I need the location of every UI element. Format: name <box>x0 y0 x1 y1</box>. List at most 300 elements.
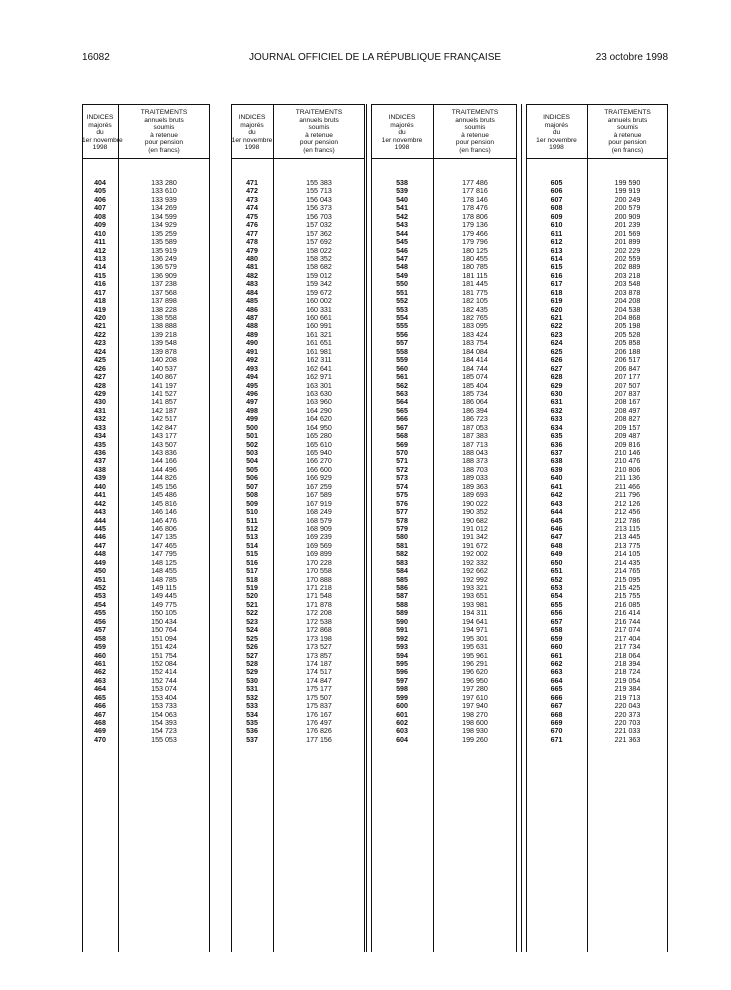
table-row <box>82 272 210 280</box>
index-cell: 440 <box>94 482 106 491</box>
index-cell: 620 <box>550 305 563 314</box>
salary-cell: 163 960 <box>306 398 332 407</box>
salary-cell: 162 641 <box>306 364 332 373</box>
table-rule <box>231 158 365 159</box>
index-cell: 489 <box>246 330 258 339</box>
salary-cell: 179 136 <box>462 221 488 230</box>
table-row <box>231 559 365 567</box>
table-row <box>231 382 365 390</box>
index-cell: 462 <box>94 668 106 677</box>
index-cell: 492 <box>246 356 258 365</box>
salary-cell: 142 187 <box>151 406 177 415</box>
table-row <box>231 652 365 660</box>
salary-cell: 218 064 <box>614 651 641 660</box>
table-row <box>231 441 365 449</box>
index-cell: 655 <box>550 600 563 609</box>
table-row <box>526 533 668 541</box>
index-cell: 471 <box>246 179 258 187</box>
table-row <box>371 584 517 592</box>
salary-cell: 212 126 <box>614 499 641 508</box>
salary-cell: 198 270 <box>462 710 488 719</box>
table-row <box>526 711 668 719</box>
table-row <box>82 322 210 330</box>
index-cell: 523 <box>246 617 258 626</box>
header-line: majorés <box>544 121 569 129</box>
index-cell: 665 <box>550 685 563 694</box>
table-row <box>82 677 210 685</box>
table-row <box>231 365 365 373</box>
index-cell: 504 <box>246 457 258 466</box>
table-row <box>526 517 668 525</box>
index-cell: 557 <box>396 339 408 348</box>
index-cell: 439 <box>94 474 106 483</box>
index-cell: 612 <box>550 238 563 247</box>
salary-cell: 148 785 <box>151 575 177 584</box>
index-cell: 634 <box>550 423 563 432</box>
salary-cell: 187 713 <box>462 440 488 449</box>
table-row <box>371 711 517 719</box>
salary-cell: 178 806 <box>462 212 488 221</box>
salary-cell: 182 435 <box>462 305 488 314</box>
salary-cell: 161 651 <box>306 339 332 348</box>
index-cell: 469 <box>94 727 106 736</box>
salary-cell: 198 930 <box>462 727 488 736</box>
salary-cell: 207 507 <box>614 381 641 390</box>
header-line: pour pension <box>299 139 339 147</box>
salary-cell: 205 198 <box>614 322 641 331</box>
table-rule <box>371 104 517 105</box>
salary-cell: 175 507 <box>306 693 332 702</box>
table-row <box>82 601 210 609</box>
index-cell: 419 <box>94 305 106 314</box>
index-cell: 570 <box>396 449 408 457</box>
index-cell: 537 <box>246 735 258 744</box>
table-row <box>82 331 210 339</box>
salary-cell: 139 878 <box>151 347 177 356</box>
table-row <box>526 382 668 390</box>
table-row <box>526 525 668 533</box>
salary-cell: 214 765 <box>614 567 641 576</box>
index-cell: 589 <box>396 609 408 618</box>
index-cell: 405 <box>94 187 106 196</box>
table-panel <box>231 104 365 952</box>
table-rule <box>521 104 522 952</box>
table-row <box>526 694 668 702</box>
index-cell: 657 <box>550 617 563 626</box>
salary-cell: 145 816 <box>151 499 177 508</box>
table-row <box>371 635 517 643</box>
index-cell: 607 <box>550 195 563 204</box>
salary-cell: 134 269 <box>151 204 177 213</box>
table-row <box>371 491 517 499</box>
salary-cell: 172 538 <box>306 617 332 626</box>
salary-cell: 217 734 <box>614 643 641 652</box>
table-row <box>82 711 210 719</box>
index-cell: 453 <box>94 592 106 601</box>
index-cell: 472 <box>246 187 258 196</box>
table-row <box>371 727 517 735</box>
salary-cell: 146 146 <box>151 508 177 517</box>
table-row <box>371 559 517 567</box>
salary-cell: 147 795 <box>151 550 177 559</box>
salary-cell: 174 517 <box>306 668 332 677</box>
salary-cell: 196 950 <box>462 676 488 685</box>
salary-cell: 195 301 <box>462 634 488 643</box>
table-row <box>82 736 210 744</box>
salary-cell: 180 785 <box>462 263 488 272</box>
index-cell: 470 <box>94 735 106 744</box>
salary-cell: 177 486 <box>462 179 488 187</box>
index-cell: 617 <box>550 280 563 289</box>
salary-cell: 180 125 <box>462 246 488 255</box>
header-line: (en francs) <box>148 146 180 154</box>
index-cell: 491 <box>246 347 258 356</box>
salary-cell: 200 249 <box>614 195 641 204</box>
index-cell: 499 <box>246 415 258 424</box>
salary-cell: 200 909 <box>614 212 641 221</box>
salary-cell: 216 744 <box>614 617 641 626</box>
table-row <box>526 457 668 465</box>
table-row <box>231 618 365 626</box>
table-rule <box>366 104 367 952</box>
salary-cell: 174 847 <box>306 676 332 685</box>
index-cell: 629 <box>550 381 563 390</box>
table-row <box>526 660 668 668</box>
index-cell: 524 <box>246 626 258 635</box>
header-line: du <box>398 129 406 137</box>
salary-cell: 191 342 <box>462 533 488 542</box>
salary-cell: 207 837 <box>614 389 641 398</box>
index-cell: 585 <box>396 575 408 584</box>
table-row <box>82 626 210 634</box>
index-cell: 459 <box>94 643 106 652</box>
table-row <box>231 221 365 229</box>
index-cell: 511 <box>246 516 258 525</box>
salary-cell: 137 898 <box>151 297 177 306</box>
table-row <box>526 677 668 685</box>
index-cell: 510 <box>246 508 258 517</box>
index-cell: 428 <box>94 381 106 390</box>
table-row <box>82 441 210 449</box>
header-line: soumis <box>617 124 638 132</box>
table-row <box>82 702 210 710</box>
salary-cell: 149 445 <box>151 592 177 601</box>
index-cell: 512 <box>246 524 258 533</box>
table-row <box>231 542 365 550</box>
salary-cell: 142 847 <box>151 423 177 432</box>
index-cell: 486 <box>246 305 258 314</box>
table-row <box>82 289 210 297</box>
salary-cell: 159 012 <box>306 271 332 280</box>
table-row <box>82 567 210 575</box>
index-cell: 532 <box>246 693 258 702</box>
salary-cell: 148 125 <box>151 558 177 567</box>
table-row <box>526 685 668 693</box>
salary-cell: 213 115 <box>614 524 641 533</box>
index-cell: 531 <box>246 685 258 694</box>
salary-cell: 144 496 <box>151 465 177 474</box>
index-cell: 547 <box>396 254 408 263</box>
table-row <box>82 424 210 432</box>
table-row <box>526 668 668 676</box>
index-cell: 477 <box>246 229 258 238</box>
index-cell: 652 <box>550 575 563 584</box>
index-cell: 522 <box>246 609 258 618</box>
salary-cell: 143 836 <box>151 449 177 457</box>
index-cell: 515 <box>246 550 258 559</box>
salary-cell: 201 569 <box>614 229 641 238</box>
header-line: à retenue <box>613 131 642 139</box>
salary-cell: 190 352 <box>462 508 488 517</box>
index-cell: 594 <box>396 651 408 660</box>
salary-cell: 178 146 <box>462 195 488 204</box>
table-row <box>526 415 668 423</box>
table-row <box>231 702 365 710</box>
index-cell: 474 <box>246 204 258 213</box>
table-row <box>371 652 517 660</box>
index-cell: 463 <box>94 676 106 685</box>
salary-cell: 196 291 <box>462 659 488 668</box>
table-rule <box>231 104 365 105</box>
salary-cell: 170 558 <box>306 567 332 576</box>
salary-cell: 156 043 <box>306 195 332 204</box>
header-line: TRAITEMENTS <box>295 109 343 116</box>
index-cell: 516 <box>246 558 258 567</box>
salary-cell: 217 404 <box>614 634 641 643</box>
header-line: du <box>96 129 104 137</box>
index-cell: 446 <box>94 533 106 542</box>
index-cell: 626 <box>550 356 563 365</box>
index-cell: 420 <box>94 314 106 322</box>
salary-cell: 158 682 <box>306 263 332 272</box>
table-row <box>231 255 365 263</box>
table-rule <box>526 104 668 105</box>
salary-cell: 209 487 <box>614 432 641 441</box>
table-row <box>231 424 365 432</box>
salary-cell: 195 631 <box>462 643 488 652</box>
index-cell: 550 <box>396 280 408 289</box>
index-cell: 411 <box>94 238 106 247</box>
table-row <box>371 660 517 668</box>
index-cell: 606 <box>550 187 563 196</box>
salary-cell: 177 156 <box>306 735 332 744</box>
salary-cell: 153 733 <box>151 702 177 711</box>
table-row <box>82 238 210 246</box>
table-row <box>231 280 365 288</box>
table-row <box>231 373 365 381</box>
index-cell: 619 <box>550 297 563 306</box>
table-row <box>371 508 517 516</box>
table-row <box>371 542 517 550</box>
header-line: annuels bruts <box>455 116 495 124</box>
salary-cell: 192 992 <box>462 575 488 584</box>
table-row <box>231 533 365 541</box>
table-row <box>231 592 365 600</box>
index-cell: 577 <box>396 508 408 517</box>
table-row <box>526 576 668 584</box>
table-row <box>526 635 668 643</box>
index-cell: 610 <box>550 221 563 230</box>
salary-cell: 221 363 <box>614 735 641 744</box>
index-cell: 554 <box>396 314 408 322</box>
salary-cell: 160 991 <box>306 322 332 331</box>
table-row <box>371 517 517 525</box>
table-row <box>526 314 668 322</box>
index-cell: 591 <box>396 626 408 635</box>
table-row <box>526 618 668 626</box>
table-row <box>231 466 365 474</box>
index-cell: 588 <box>396 600 408 609</box>
index-cell: 445 <box>94 524 106 533</box>
header-line: 1998 <box>549 144 564 152</box>
table-row <box>371 626 517 634</box>
table-row <box>371 272 517 280</box>
salary-cell: 207 177 <box>614 373 641 382</box>
index-cell: 433 <box>94 423 106 432</box>
salary-cell: 137 568 <box>151 288 177 297</box>
table-row <box>371 694 517 702</box>
index-cell: 514 <box>246 541 258 550</box>
table-rule <box>82 104 210 105</box>
table-row <box>371 407 517 415</box>
table-row <box>526 601 668 609</box>
index-cell: 632 <box>550 406 563 415</box>
table-row <box>371 719 517 727</box>
table-row <box>371 609 517 617</box>
salary-cell: 220 043 <box>614 702 641 711</box>
table-row <box>231 711 365 719</box>
salary-cell: 176 826 <box>306 727 332 736</box>
table-row <box>82 247 210 255</box>
index-cell: 496 <box>246 389 258 398</box>
table-row <box>231 457 365 465</box>
index-cell: 658 <box>550 626 563 635</box>
table-row <box>526 322 668 330</box>
table-row <box>82 373 210 381</box>
table-row <box>231 289 365 297</box>
table-row <box>526 272 668 280</box>
header-line: TRAITEMENTS <box>451 109 499 116</box>
table-row <box>82 576 210 584</box>
salary-cell: 197 610 <box>462 693 488 702</box>
index-cell: 627 <box>550 364 563 373</box>
table-row <box>82 221 210 229</box>
table-row <box>82 635 210 643</box>
salary-cell: 152 414 <box>151 668 177 677</box>
salary-cell: 136 249 <box>151 254 177 263</box>
page-header <box>82 52 668 68</box>
salary-cell: 177 816 <box>462 187 488 196</box>
salary-cell: 178 476 <box>462 204 488 213</box>
table-row <box>82 592 210 600</box>
table-row <box>371 685 517 693</box>
index-cell: 642 <box>550 491 563 500</box>
salary-cell: 158 352 <box>306 254 332 263</box>
salary-cell: 210 806 <box>614 465 641 474</box>
index-cell: 559 <box>396 356 408 365</box>
index-cell: 451 <box>94 575 106 584</box>
table-row <box>371 643 517 651</box>
table-row <box>82 204 210 212</box>
table-row <box>82 609 210 617</box>
salary-cell: 165 610 <box>306 440 332 449</box>
salary-cell: 172 208 <box>306 609 332 618</box>
salary-cell: 171 218 <box>306 584 332 592</box>
index-cell: 663 <box>550 668 563 677</box>
table-row <box>231 694 365 702</box>
index-cell: 569 <box>396 440 408 449</box>
index-cell: 578 <box>396 516 408 525</box>
salary-cell: 189 033 <box>462 474 488 483</box>
index-cell: 421 <box>94 322 106 331</box>
index-cell: 573 <box>396 474 408 483</box>
salary-cell: 182 105 <box>462 297 488 306</box>
salary-cell: 162 311 <box>306 356 332 365</box>
salary-cell: 166 270 <box>306 457 332 466</box>
index-cell: 432 <box>94 415 106 424</box>
index-cell: 527 <box>246 651 258 660</box>
salary-cell: 197 280 <box>462 685 488 694</box>
index-cell: 574 <box>396 482 408 491</box>
table-row <box>371 365 517 373</box>
table-body <box>371 179 517 744</box>
index-cell: 448 <box>94 550 106 559</box>
salary-cell: 202 559 <box>614 254 641 263</box>
index-cell: 450 <box>94 567 106 576</box>
salary-cell: 168 249 <box>306 508 332 517</box>
table-row <box>231 491 365 499</box>
index-cell: 478 <box>246 238 258 247</box>
table-row <box>371 702 517 710</box>
table-row <box>82 230 210 238</box>
salary-cell: 168 579 <box>306 516 332 525</box>
index-cell: 533 <box>246 702 258 711</box>
table-row <box>526 221 668 229</box>
table-row <box>82 187 210 195</box>
index-cell: 429 <box>94 389 106 398</box>
salary-cell: 138 558 <box>151 314 177 322</box>
header-traitements <box>118 109 210 155</box>
table-row <box>231 213 365 221</box>
index-cell: 661 <box>550 651 563 660</box>
index-cell: 417 <box>94 288 106 297</box>
table-row <box>231 432 365 440</box>
salary-cell: 203 878 <box>614 288 641 297</box>
index-cell: 497 <box>246 398 258 407</box>
table-row <box>231 517 365 525</box>
table-row <box>371 382 517 390</box>
table-row <box>82 483 210 491</box>
table-row <box>231 314 365 322</box>
salary-cell: 189 363 <box>462 482 488 491</box>
index-cell: 664 <box>550 676 563 685</box>
table-row <box>82 584 210 592</box>
salary-cell: 188 373 <box>462 457 488 466</box>
table-row <box>82 213 210 221</box>
table-row <box>526 508 668 516</box>
salary-cell: 173 857 <box>306 651 332 660</box>
index-cell: 635 <box>550 432 563 441</box>
table-row <box>231 500 365 508</box>
table-row <box>231 677 365 685</box>
index-cell: 545 <box>396 238 408 247</box>
table-row <box>231 238 365 246</box>
index-cell: 647 <box>550 533 563 542</box>
salary-cell: 187 053 <box>462 423 488 432</box>
salary-cell: 175 177 <box>306 685 332 694</box>
table-row <box>82 466 210 474</box>
salary-cell: 147 465 <box>151 541 177 550</box>
